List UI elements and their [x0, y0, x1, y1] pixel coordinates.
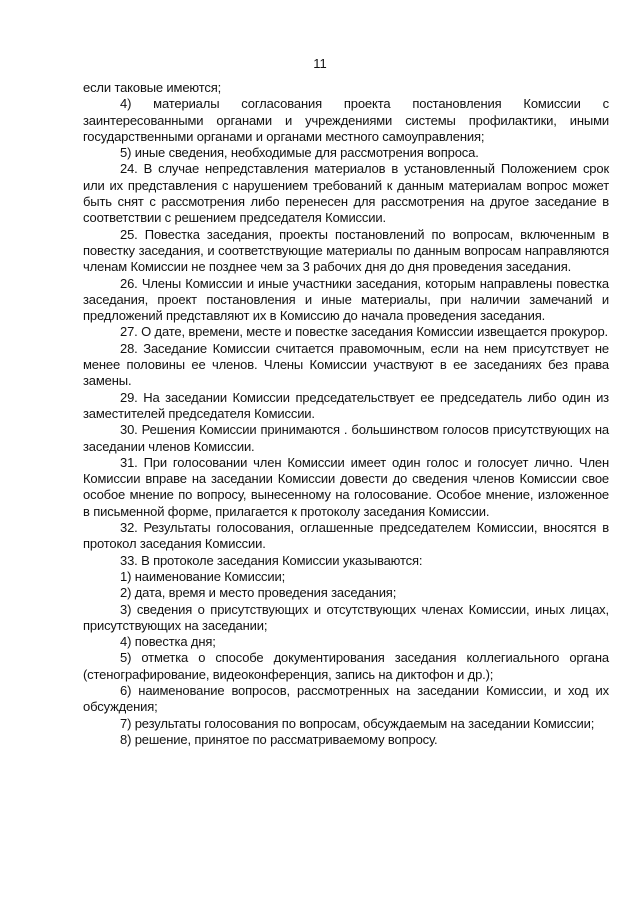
paragraph: 31. При голосовании член Комиссии имеет один голос и голосует лично. Член Комиссии вправе на заседании Комиссии довести до сведения членов Комиссии свое особое мнение по вопросу, вынесенному на голосование. Особое мнение, изложенное в письменной форме, прилагается к протоколу заседания Комиссии. — [83, 454, 609, 519]
list-item: 4) повестка дня; — [120, 634, 216, 650]
list-item: 7) результаты голосования по вопросам, обсуждаемым на заседании Комиссии; — [120, 715, 595, 731]
paragraph: если таковые имеются; — [83, 80, 222, 95]
paragraph: 5) иные сведения, необходимые для рассмотрения вопроса. — [120, 145, 479, 161]
page-number: 11 — [313, 56, 327, 71]
paragraph: 30. Решения Комиссии принимаются . большинством голосов присутствующих на заседании членов Комиссии. — [83, 422, 609, 454]
document-body — [83, 80, 609, 748]
paragraph: 25. Повестка заседания, проекты постановлений по вопросам, включенным в повестку заседания, и соответствующие материалы по данным вопросам направляются членам Комиссии не позднее чем за 3 рабочих дня до дня проведения заседания. — [83, 226, 609, 275]
paragraph: 32. Результаты голосования, оглашенные председателем Комиссии, вносятся в протокол заседания Комиссии. — [83, 520, 609, 552]
list-item: 1) наименование Комиссии; — [120, 568, 286, 584]
paragraph: 29. На заседании Комиссии председательствует ее председатель либо один из заместителей председателя Комиссии. — [83, 389, 609, 421]
paragraph: 27. О дате, времени, месте и повестке заседания Комиссии извещается прокурор. — [120, 324, 608, 340]
paragraph: 26. Члены Комиссии и иные участники заседания, которым направлены повестка заседания, проект постановления и иные материалы, при наличии замечаний и предложений представляют их в Комиссию до начала проведения заседания. — [83, 275, 609, 324]
paragraph: 24. В случае непредставления материалов в установленный Положением срок или их представления с нарушением требований к данным материалам вопрос может быть снят с рассмотрения либо перенесен для рассмотрения на другое заседание в соответствии с решением председателя Комиссии. — [83, 161, 609, 226]
list-item: 6) наименование вопросов, рассмотренных на заседании Комиссии, и ход их обсуждения; — [83, 682, 609, 715]
paragraph: 28. Заседание Комиссии считается правомочным, если на нем присутствует не менее половины ее членов. Члены Комиссии участвуют в ее заседаниях без права замены. — [83, 340, 609, 389]
list-item: 2) дата, время и место проведения заседания; — [120, 585, 397, 601]
paragraph: 4) материалы согласования проекта постановления Комиссии с заинтересованными органами и учреждениями системы профилактики, иными государственными органами и органами местного самоуправления; — [83, 96, 609, 144]
list-item: 8) решение, принятое по рассматриваемому вопросу. — [120, 731, 438, 747]
paragraph: 33. В протоколе заседания Комиссии указываются: — [120, 552, 423, 568]
list-item: 5) отметка о способе документирования заседания коллегиального органа (стенографирование, видеоконференция, запись на диктофон и др.); — [83, 650, 609, 682]
list-item: 3) сведения о присутствующих и отсутствующих членах Комиссии, иных лицах, присутствующих на заседании; — [83, 601, 609, 633]
